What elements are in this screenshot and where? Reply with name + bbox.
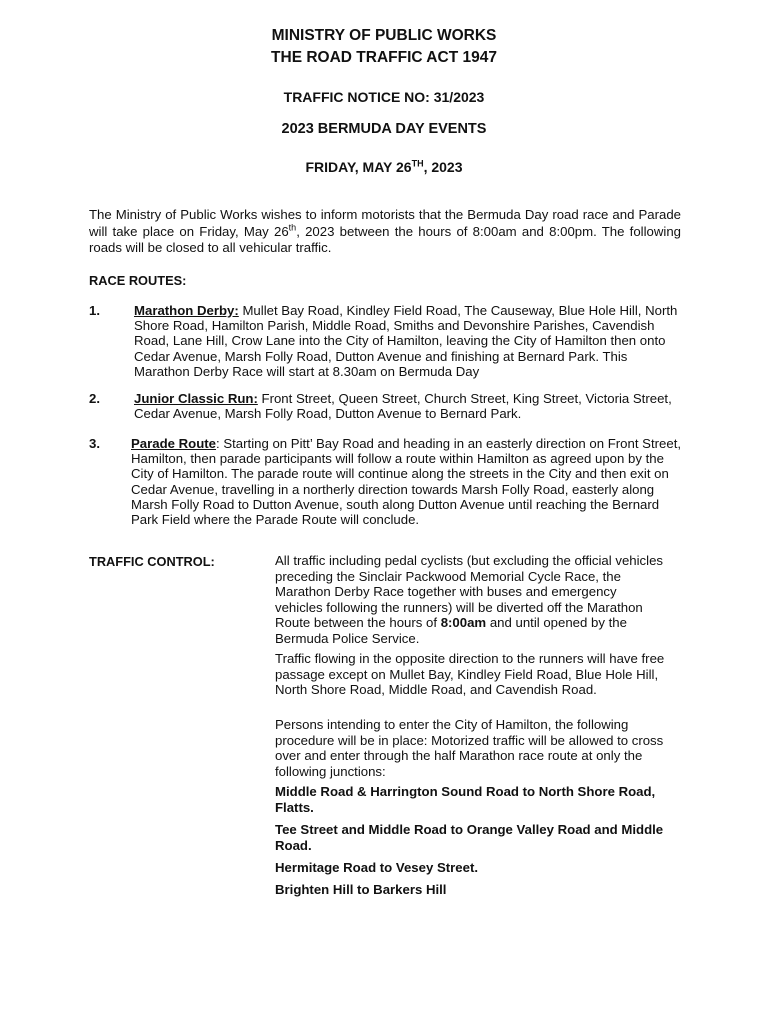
notice-number: TRAFFIC NOTICE NO: 31/2023 [283,89,485,105]
route-description [131,436,682,527]
route-title: Parade Route [131,436,217,451]
ministry-title: MINISTRY OF PUBLIC WORKS [271,27,497,44]
route-number: 2. [89,391,100,406]
traffic-control-paragraph-opposite-direction: Traffic flowing in the opposite direction to the runners will have free passage except on Mullet Bay, Kindley Field Road, Blue Hole Hill, North Shore Road, Middle Road, and Cavendish Road. [275,651,665,697]
event-date-ordinal: TH [411,158,424,169]
event-date [0,158,768,176]
junction-item: Tee Street and Middle Road to Orange Valley Road and Middle Road. [275,822,664,853]
traffic-control-paragraph-city-entry: Persons intending to enter the City of Hamilton, the following procedure will be in place: Motorized traffic will be allowed to cross over and enter through the half Marathon race route at only the following junctions: [275,717,664,779]
intro-text-end: , 2023 between the hours of 8:00am and 8:00pm. The following roads will be closed to all vehicular traffic. [89,223,682,255]
diversion-time: 8:00am [440,615,487,630]
junction-item: Brighten Hill to Barkers Hill [275,882,447,897]
route-number: 3. [89,436,100,451]
route-title: Junior Classic Run: [134,391,258,406]
traffic-control-heading: TRAFFIC CONTROL: [89,554,215,569]
route-description [134,303,679,379]
event-date-year: , 2023 [423,159,463,175]
event-title: 2023 BERMUDA DAY EVENTS [281,121,487,137]
junction-item: Middle Road & Harrington Sound Road to North Shore Road, Flatts. [275,784,656,815]
route-title: Marathon Derby: [134,303,239,318]
diversion-text-end: and until opened by the Bermuda Police Service. [275,615,627,646]
race-routes-heading: RACE ROUTES: [89,273,187,288]
route-description [134,391,679,421]
intro-text-start: The Ministry of Public Works wishes to inform motorists that the Bermuda Day road race and Parade will take place on Friday, May 26 [89,207,681,239]
diversion-text-start: All traffic including pedal cyclists (but excluding the official vehicles preceding the Sinclair Packwood Memorial Cycle Race, the Marathon Derby Race together with buses and emergency vehicles following the runners) will be diverted off the Marathon Route between the hours of [275,553,664,630]
intro-paragraph [89,207,681,257]
route-text: : Starting on Pitt’ Bay Road and heading in an easterly direction on Front Street, Hamilton, then parade participants will follow a route within Hamilton as agreed upon by the City of Hamilton. The parade route will continue along the streets in the City and then exit on Cedar Avenue, travelling in a northerly direction towards Marsh Folly Road, easterly along Marsh Folly Road to Dutton Avenue, south along Dutton Avenue until reaching the Bernard Park Field where the Parade Route will conclude. [131,436,682,528]
intro-ordinal: th [288,222,297,233]
route-number: 1. [89,303,100,318]
event-date-main: FRIDAY, MAY 26 [305,159,412,175]
junction-item: Hermitage Road to Vesey Street. [275,860,479,875]
traffic-control-paragraph-diversion [275,553,665,646]
route-text: Front Street, Queen Street, Church Street, King Street, Victoria Street, Cedar Avenue, Marsh Folly Road, Dutton Avenue to Bernard Park. [134,391,672,422]
act-title: THE ROAD TRAFFIC ACT 1947 [271,49,497,66]
route-text: Mullet Bay Road, Kindley Field Road, The Causeway, Blue Hole Hill, North Shore Road, Hamilton Parish, Middle Road, Smiths and Devonshire Parishes, Cavendish Road, Lane Hill, Crow Lane into the City of Hamilton, leaving the City of Hamilton then onto Cedar Avenue, Marsh Folly Road, Dutton Avenue and finishing at Bernard Park. This Marathon Derby Race will start at 8.30am on Bermuda Day [134,303,678,379]
